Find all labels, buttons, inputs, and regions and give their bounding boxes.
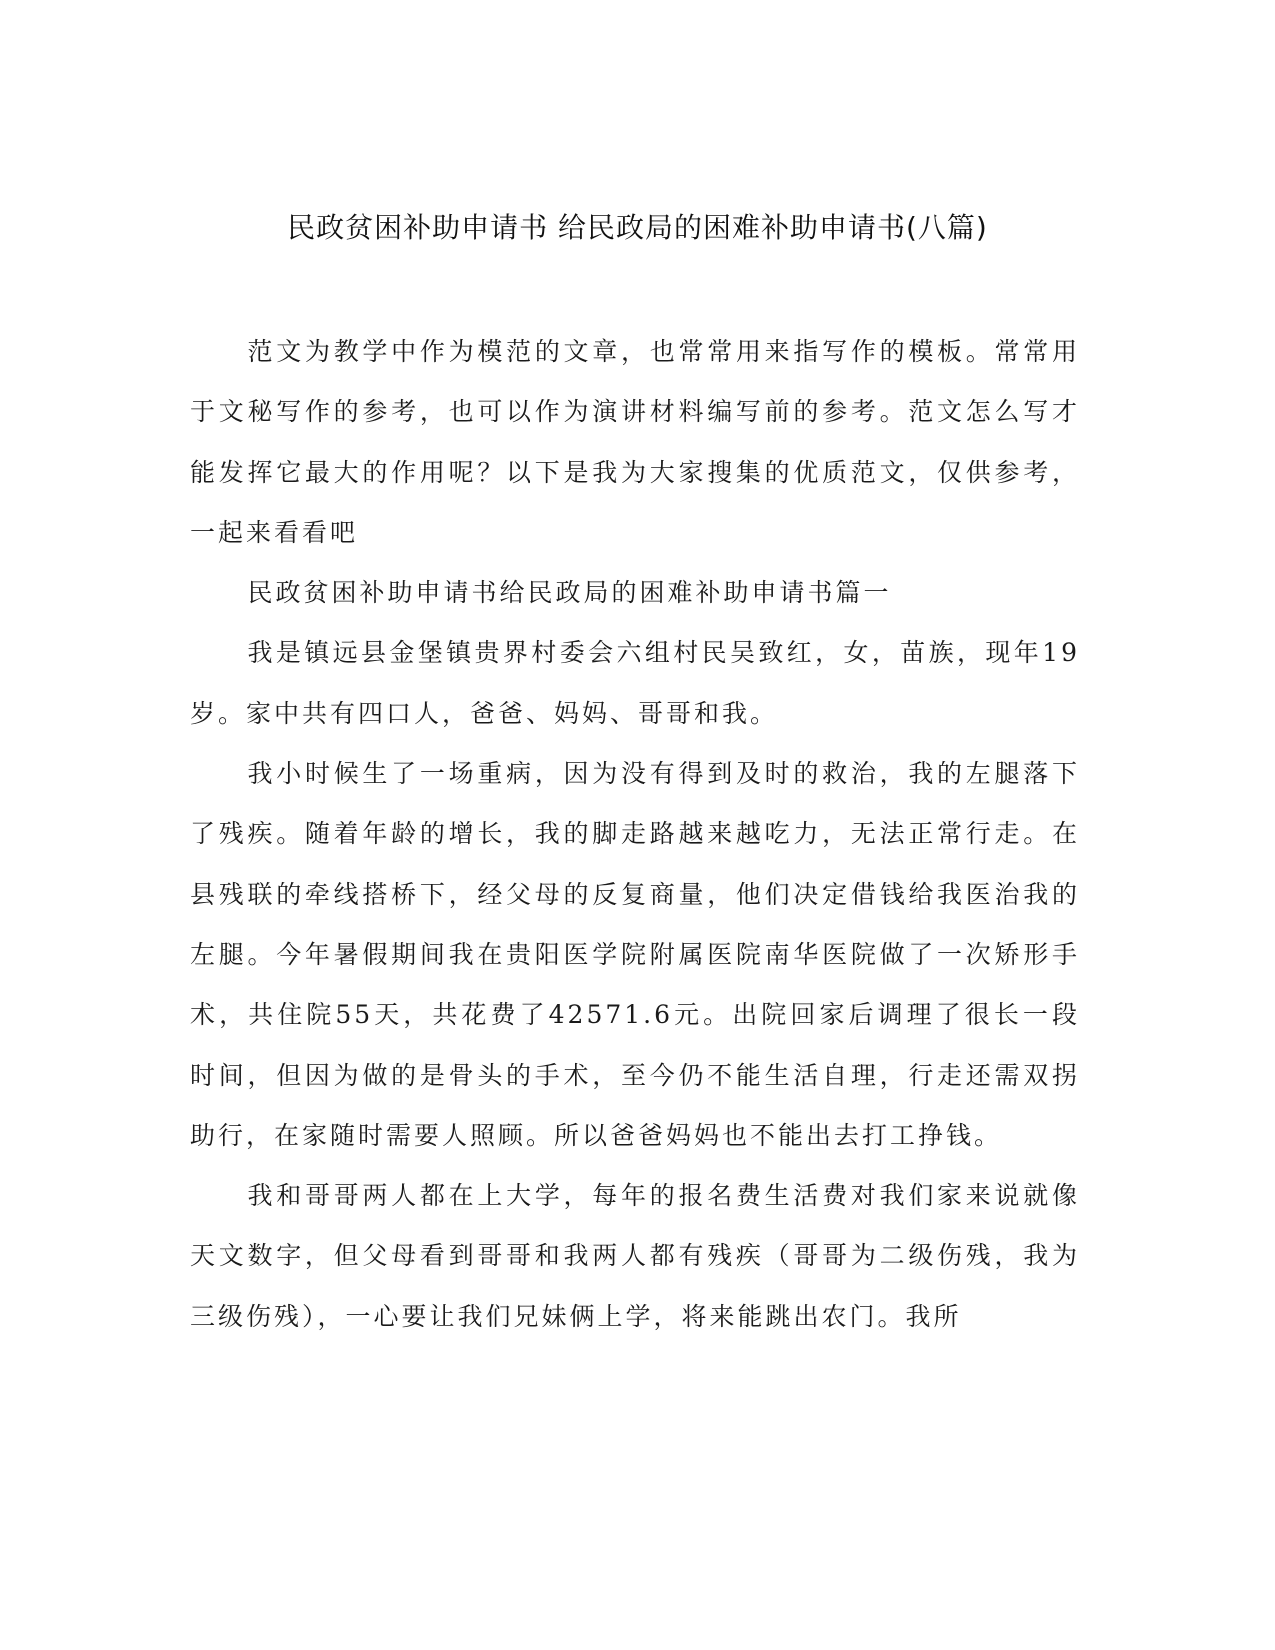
intro-paragraph: 范文为教学中作为模范的文章，也常常用来指写作的模板。常常用于文秘写作的参考，也可以作为演讲材料编写前的参考。范文怎么写才能发挥它最大的作用呢？以下是我为大家搜集的优质范文，仅供参考，一起来看看吧 [190,337,1080,547]
document-body [190,322,1080,1347]
section-heading: 民政贫困补助申请书给民政局的困难补助申请书篇一 [247,578,892,608]
body-paragraph: 我小时候生了一场重病，因为没有得到及时的救治，我的左腿落下了残疾。随着年龄的增长，我的脚走路越来越吃力，无法正常行走。在县残联的牵线搭桥下，经父母的反复商量，他们决定借钱给我医治我的左腿。今年暑假期间我在贵阳医学院附属医院南华医院做了一次矫形手术，共住院55天，共花费了42571.6元。出院回家后调理了很长一段时间，但因为做的是骨头的手术，至今仍不能生活自理，行走还需双拐助行，在家随时需要人照顾。所以爸爸妈妈也不能出去打工挣钱。 [190,759,1080,1150]
body-paragraph: 我是镇远县金堡镇贵界村委会六组村民吴致红，女，苗族，现年19岁。家中共有四口人，爸爸、妈妈、哥哥和我。 [190,638,1080,728]
document-title: 民政贫困补助申请书 给民政局的困难补助申请书(八篇) [287,211,988,244]
body-paragraph: 我和哥哥两人都在上大学，每年的报名费生活费对我们家来说就像天文数字，但父母看到哥哥和我两人都有残疾（哥哥为二级伤残，我为三级伤残），一心要让我们兄妹俩上学，将来能跳出农门。我所 [190,1181,1080,1331]
